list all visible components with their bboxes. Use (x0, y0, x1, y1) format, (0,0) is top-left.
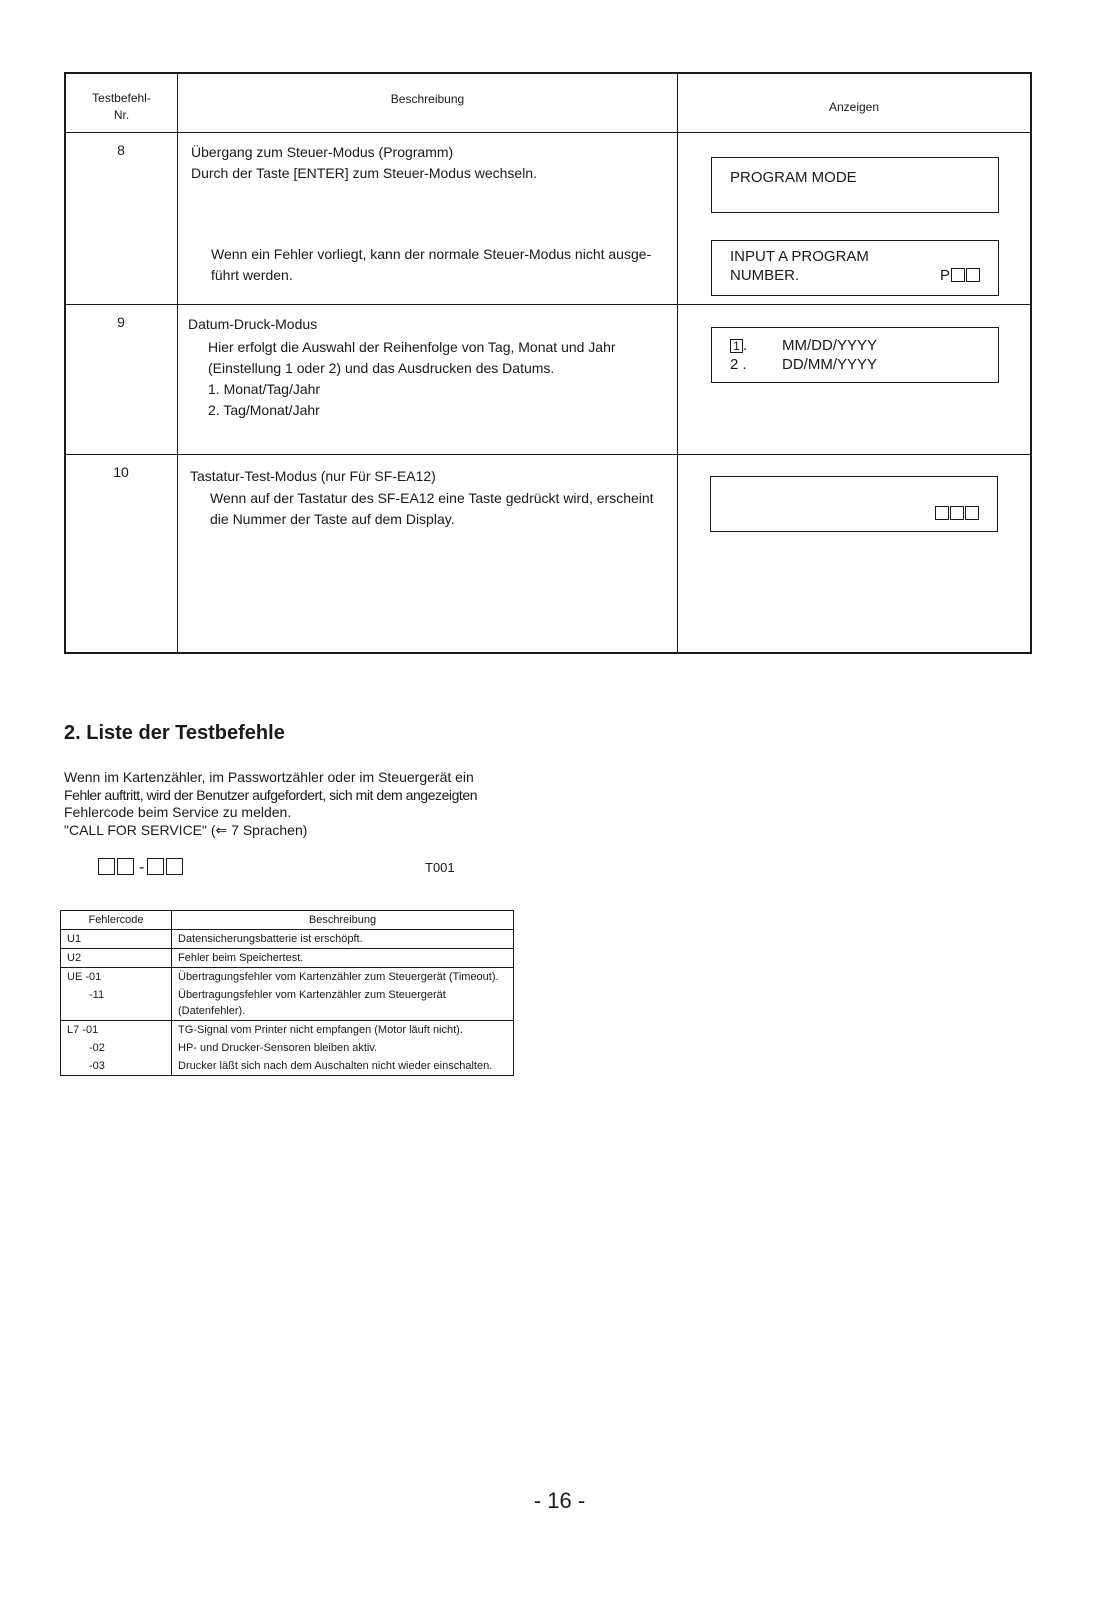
table-row (61, 986, 514, 1021)
note-line: führt werden. (211, 267, 293, 283)
error-code-format (98, 858, 185, 877)
page-number: - 16 - (533, 1488, 586, 1513)
error-description-cell: Fehler beim Speichertest. (172, 949, 514, 968)
code-separator: - (139, 859, 145, 876)
note-line: Wenn ein Fehler vorliegt, kann der normale Steuer-Modus nicht ausge- (211, 246, 652, 262)
display-text: INPUT A PROGRAM (730, 248, 869, 265)
column-divider (177, 74, 178, 652)
digit-box-icon (935, 506, 949, 520)
table-header-row (61, 911, 514, 930)
row-number: 8 (117, 142, 125, 158)
error-code-cell: -02 (61, 1039, 172, 1057)
header-display: Anzeigen (828, 100, 880, 114)
lcd-display (710, 476, 998, 532)
header-error-code: Fehlercode (61, 911, 172, 930)
display-text: PROGRAM MODE (730, 169, 857, 186)
key-number-field (934, 504, 979, 523)
digit-box-icon (147, 858, 164, 875)
desc-line: 1. Monat/Tag/Jahr (208, 381, 321, 397)
error-description-cell: Übertragungsfehler vom Kartenzähler zum Steuergerät (Timeout). (172, 968, 514, 987)
error-code-cell: U2 (61, 949, 172, 968)
row-number: 9 (117, 314, 125, 330)
desc-line: die Nummer der Taste auf dem Display. (210, 511, 455, 527)
row-title: Datum-Druck-Modus (188, 316, 318, 332)
row-divider (66, 454, 1030, 455)
row-description (208, 337, 616, 421)
header-nr-line2: Nr. (113, 108, 130, 122)
error-code-cell: U1 (61, 930, 172, 949)
lcd-display (711, 327, 999, 383)
table-row (61, 949, 514, 968)
error-table-body (61, 930, 514, 1076)
desc-line: Übergang zum Steuer-Modus (Programm) (191, 144, 454, 160)
digit-box-icon (951, 268, 965, 282)
digit-box-icon (98, 858, 115, 875)
digit-box-icon (965, 506, 979, 520)
row-number: 10 (113, 464, 129, 480)
row-divider (66, 132, 1030, 133)
section-heading: 2. Liste der Testbefehle (64, 722, 285, 744)
table-row (61, 1057, 514, 1076)
header-description: Beschreibung (172, 911, 514, 930)
header-nr-line1: Testbefehl- (92, 91, 151, 105)
paragraph-line: Wenn im Kartenzähler, im Passwortzähler oder im Steuergerät ein (64, 769, 474, 785)
lcd-display (711, 157, 999, 213)
error-code-cell: -03 (61, 1057, 172, 1076)
code-label: T001 (425, 860, 455, 875)
row-divider (66, 304, 1030, 305)
row-description (210, 488, 654, 530)
digit-box-icon (950, 506, 964, 520)
row-title: Tastatur-Test-Modus (nur Für SF-EA12) (190, 468, 436, 484)
error-code-cell: UE -01 (61, 968, 172, 987)
display-text: . (742, 356, 747, 373)
row-description (191, 142, 537, 184)
test-command-table (64, 72, 1032, 654)
desc-line: (Einstellung 1 oder 2) und das Ausdrucken des Datums. (208, 360, 555, 376)
display-line (730, 266, 998, 285)
display-text: NUMBER. (730, 267, 800, 284)
display-text: . (743, 337, 748, 354)
error-code-cell: L7 -01 (61, 1021, 172, 1040)
selected-option-number: 1 (730, 339, 743, 353)
error-description-cell: Datensicherungsbatterie ist erschöpft. (172, 930, 514, 949)
paragraph-line: "CALL FOR SERVICE" (⇐ 7 Sprachen) (64, 821, 308, 838)
column-divider (677, 74, 678, 652)
display-option (730, 355, 998, 374)
section-paragraph (64, 769, 524, 839)
desc-line: Wenn auf der Tastatur des SF-EA12 eine Taste gedrückt wird, erscheint (210, 490, 654, 506)
digit-box-icon (166, 858, 183, 875)
row-note (211, 244, 651, 286)
header-description: Beschreibung (390, 92, 465, 106)
display-text: P (939, 267, 950, 284)
option-number: 2 (730, 356, 739, 373)
error-description-cell: HP- und Drucker-Sensoren bleiben aktiv. (172, 1039, 514, 1057)
paragraph-line: Fehlercode beim Service zu melden. (64, 804, 292, 820)
desc-line: Durch der Taste [ENTER] zum Steuer-Modus wechseln. (191, 165, 537, 181)
display-text: DD/MM/YYYY (782, 356, 878, 373)
header-nr (66, 90, 177, 124)
paragraph-line: Fehler auftritt, wird der Benutzer aufgefordert, sich mit dem angezeigten (64, 786, 478, 803)
program-number-field (940, 266, 980, 285)
digit-box-icon (966, 268, 980, 282)
desc-line: 2. Tag/Monat/Jahr (208, 402, 320, 418)
error-code-table (60, 910, 514, 1076)
table-row (61, 930, 514, 949)
lcd-display (711, 240, 999, 296)
display-option (730, 336, 998, 355)
table-row (61, 1021, 514, 1040)
error-description-cell: Drucker läßt sich nach dem Auschalten nicht wieder einschalten. (172, 1057, 514, 1076)
digit-box-icon (117, 858, 134, 875)
error-description-cell: Übertragungsfehler vom Kartenzähler zum Steuergerät (Datenfehler). (172, 986, 514, 1021)
display-text: MM/DD/YYYY (782, 337, 878, 354)
desc-line: Hier erfolgt die Auswahl der Reihenfolge von Tag, Monat und Jahr (208, 339, 616, 355)
table-row (61, 968, 514, 987)
error-code-cell: -11 (61, 986, 172, 1021)
error-description-cell: TG-Signal vom Printer nicht empfangen (Motor läuft nicht). (172, 1021, 514, 1040)
table-row (61, 1039, 514, 1057)
